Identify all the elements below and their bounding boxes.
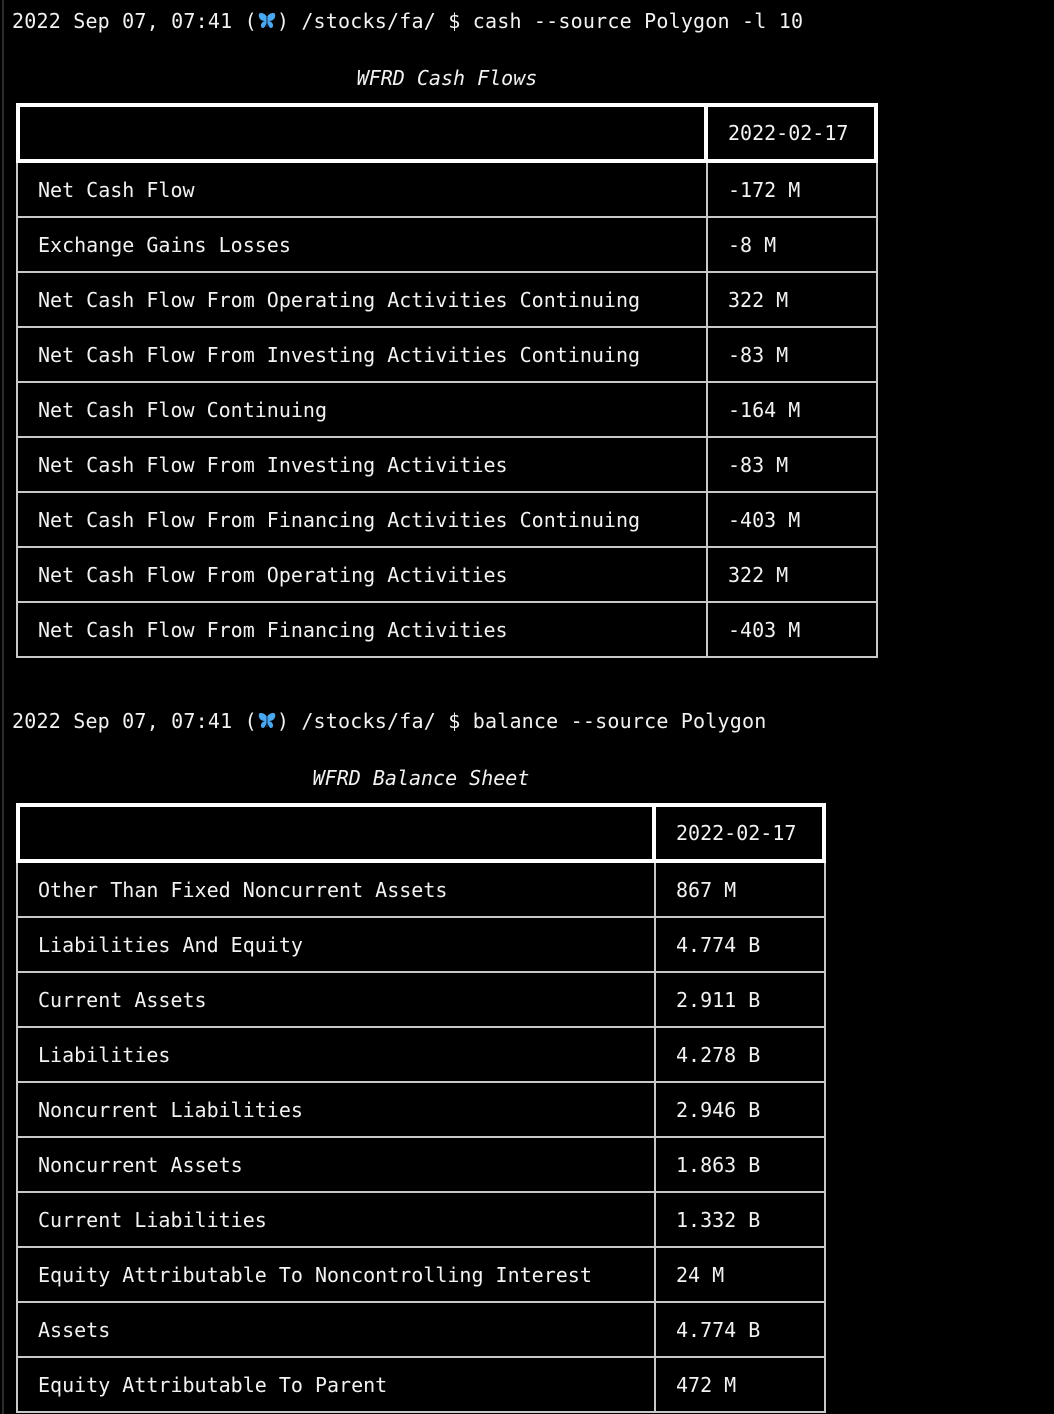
table-row bbox=[16, 1028, 826, 1083]
row-label: Noncurrent Assets bbox=[16, 1138, 656, 1193]
prompt-timestamp: 2022 Sep 07, 07:41 bbox=[12, 9, 233, 33]
row-label: Net Cash Flow From Operating Activities bbox=[16, 548, 708, 603]
table-row bbox=[16, 163, 878, 218]
table-row bbox=[16, 918, 826, 973]
balance-sheet-table bbox=[16, 803, 826, 1413]
row-value: 24 M bbox=[656, 1248, 826, 1303]
row-value: 2.946 B bbox=[656, 1083, 826, 1138]
balance-sheet-table-wrapper bbox=[16, 803, 826, 1413]
column-header-date: 2022-02-17 bbox=[656, 803, 826, 863]
table-row bbox=[16, 863, 826, 918]
command-prompt-line: 2022 Sep 07, 07:41 ( ) /stocks/fa/ $ balance --source Polygon bbox=[12, 709, 767, 733]
terminal-window-edge bbox=[2, 0, 4, 1414]
table-header-row bbox=[16, 803, 826, 863]
table-row bbox=[16, 548, 878, 603]
table-row bbox=[16, 273, 878, 328]
row-label: Equity Attributable To Noncontrolling Interest bbox=[16, 1248, 656, 1303]
row-label: Current Liabilities bbox=[16, 1193, 656, 1248]
table-row bbox=[16, 493, 878, 548]
table-row bbox=[16, 973, 826, 1028]
command-prompt-line: 2022 Sep 07, 07:41 ( ) /stocks/fa/ $ cash --source Polygon -l 10 bbox=[12, 9, 804, 33]
column-header-label bbox=[16, 103, 708, 163]
butterfly-icon bbox=[257, 11, 277, 31]
row-value: -83 M bbox=[708, 328, 878, 383]
row-label: Net Cash Flow From Financing Activities bbox=[16, 603, 708, 658]
row-value: 4.774 B bbox=[656, 918, 826, 973]
butterfly-icon bbox=[257, 711, 277, 731]
table-row bbox=[16, 383, 878, 438]
table-row bbox=[16, 603, 878, 658]
table-row bbox=[16, 1193, 826, 1248]
row-value: 867 M bbox=[656, 863, 826, 918]
table-row bbox=[16, 1358, 826, 1413]
cash-flows-table-wrapper bbox=[16, 103, 878, 658]
table-row bbox=[16, 1138, 826, 1193]
table-row bbox=[16, 328, 878, 383]
row-label: Liabilities bbox=[16, 1028, 656, 1083]
row-value: 4.278 B bbox=[656, 1028, 826, 1083]
row-value: 472 M bbox=[656, 1358, 826, 1413]
row-label: Net Cash Flow From Financing Activities Continuing bbox=[16, 493, 708, 548]
cash-flows-table bbox=[16, 103, 878, 658]
row-label: Other Than Fixed Noncurrent Assets bbox=[16, 863, 656, 918]
row-value: -403 M bbox=[708, 493, 878, 548]
row-value: -83 M bbox=[708, 438, 878, 493]
table-row bbox=[16, 1083, 826, 1138]
row-value: 2.911 B bbox=[656, 973, 826, 1028]
row-label: Exchange Gains Losses bbox=[16, 218, 708, 273]
row-value: 1.863 B bbox=[656, 1138, 826, 1193]
prompt-command: cash --source Polygon -l 10 bbox=[472, 9, 804, 33]
row-label: Net Cash Flow From Operating Activities Continuing bbox=[16, 273, 708, 328]
table-row bbox=[16, 438, 878, 493]
column-header-date: 2022-02-17 bbox=[708, 103, 878, 163]
row-value: -403 M bbox=[708, 603, 878, 658]
row-label: Net Cash Flow From Investing Activities bbox=[16, 438, 708, 493]
row-label: Liabilities And Equity bbox=[16, 918, 656, 973]
row-label: Net Cash Flow From Investing Activities Continuing bbox=[16, 328, 708, 383]
prompt-command: balance --source Polygon bbox=[472, 709, 767, 733]
row-label: Equity Attributable To Parent bbox=[16, 1358, 656, 1413]
row-value: 1.332 B bbox=[656, 1193, 826, 1248]
row-value: 322 M bbox=[708, 548, 878, 603]
row-label: Assets bbox=[16, 1303, 656, 1358]
row-label: Noncurrent Liabilities bbox=[16, 1083, 656, 1138]
row-value: 322 M bbox=[708, 273, 878, 328]
cash-flows-title: WFRD Cash Flows bbox=[356, 66, 538, 90]
prompt-symbol: $ bbox=[448, 9, 461, 33]
table-row bbox=[16, 218, 878, 273]
table-header-row bbox=[16, 103, 878, 163]
row-label: Net Cash Flow Continuing bbox=[16, 383, 708, 438]
balance-sheet-title: WFRD Balance Sheet bbox=[312, 766, 530, 790]
table-row bbox=[16, 1303, 826, 1358]
row-label: Current Assets bbox=[16, 973, 656, 1028]
row-label: Net Cash Flow bbox=[16, 163, 708, 218]
row-value: -8 M bbox=[708, 218, 878, 273]
row-value: -164 M bbox=[708, 383, 878, 438]
prompt-path: /stocks/fa/ bbox=[301, 9, 436, 33]
table-row bbox=[16, 1248, 826, 1303]
prompt-timestamp: 2022 Sep 07, 07:41 bbox=[12, 709, 233, 733]
column-header-label bbox=[16, 803, 656, 863]
row-value: 4.774 B bbox=[656, 1303, 826, 1358]
prompt-path: /stocks/fa/ bbox=[301, 709, 436, 733]
row-value: -172 M bbox=[708, 163, 878, 218]
prompt-symbol: $ bbox=[448, 709, 461, 733]
